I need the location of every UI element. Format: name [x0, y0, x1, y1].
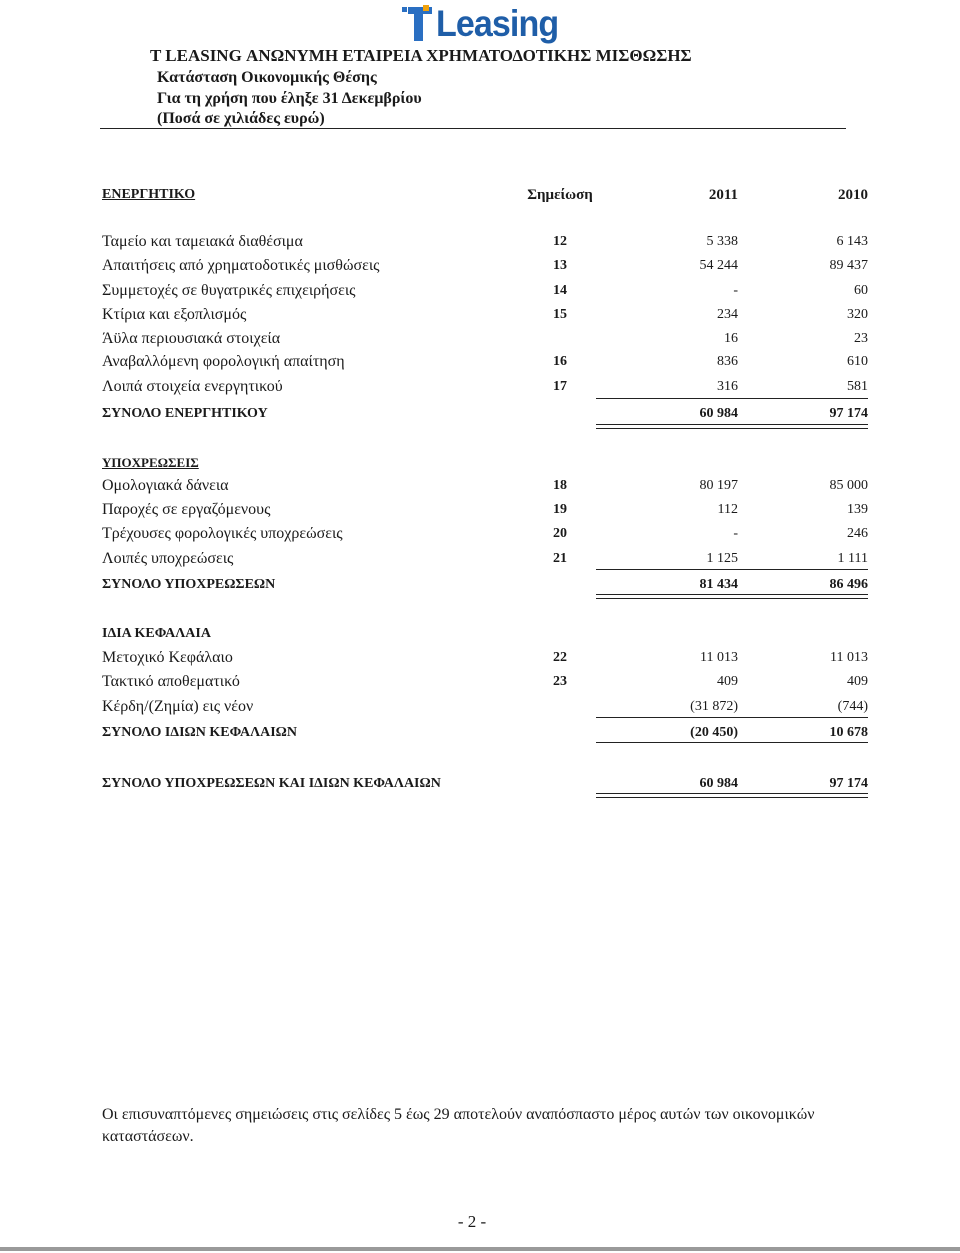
row-note: 21: [553, 551, 567, 566]
row-label: Τακτικό αποθεματικό: [102, 673, 240, 690]
table-row: [0, 231, 960, 253]
equity-title-row: [0, 623, 960, 645]
grand-total-row: [0, 773, 960, 795]
row-value-2011: 112: [717, 502, 738, 517]
row-note: 17: [553, 379, 567, 394]
row-note: 18: [553, 478, 567, 493]
company-logo: [402, 3, 569, 45]
row-value-2010: 320: [847, 307, 868, 322]
liabilities-section-title: ΥΠΟΧΡΕΩΣΕΙΣ: [102, 455, 199, 470]
row-value-2011: -: [733, 283, 738, 298]
row-value-2010: 610: [847, 354, 868, 369]
row-value-2011: 80 197: [699, 478, 738, 493]
row-label: Τρέχουσες φορολογικές υποχρεώσεις: [102, 525, 343, 542]
row-value-2011: 81 434: [699, 577, 738, 592]
row-value-2010: 11 013: [830, 650, 868, 665]
liabilities-title-row: [0, 452, 960, 474]
row-label: ΣΥΝΟΛΟ ΙΔΙΩΝ ΚΕΦΑΛΑΙΩΝ: [102, 725, 297, 740]
row-label: ΣΥΝΟΛΟ ΥΠΟΧΡΕΩΣΕΩΝ ΚΑΙ ΙΔΙΩΝ ΚΕΦΑΛΑΙΩΝ: [102, 776, 441, 791]
subtotal-rule: [596, 398, 868, 399]
row-value-2011: -: [733, 526, 738, 541]
row-label: Λοιπά στοιχεία ενεργητικού: [102, 378, 283, 395]
total-rule: [596, 742, 868, 743]
table-row: [0, 647, 960, 669]
row-value-2010: 1 111: [837, 551, 868, 566]
table-row: [0, 523, 960, 545]
subtotal-rule: [596, 717, 868, 718]
row-value-2010: 246: [847, 526, 868, 541]
row-label: Μετοχικό Κεφάλαιο: [102, 649, 233, 666]
row-value-2011: 316: [717, 379, 738, 394]
row-label: Κτίρια και εξοπλισμός: [102, 306, 247, 323]
row-value-2011: 5 338: [706, 234, 738, 249]
row-value-2011: 836: [717, 354, 738, 369]
row-value-2010: 85 000: [829, 478, 868, 493]
row-value-2010: 89 437: [829, 258, 868, 273]
row-value-2011: 11 013: [700, 650, 738, 665]
row-value-2011: (20 450): [690, 725, 738, 740]
row-value-2010: 409: [847, 674, 868, 689]
row-label: Αναβαλλόμενη φορολογική απαίτηση: [102, 353, 345, 370]
equity-section-title: ΙΔΙΑ ΚΕΦΑΛΑΙΑ: [102, 626, 211, 641]
table-row: [0, 255, 960, 277]
page-number: - 2 -: [457, 1212, 487, 1231]
assets-section-title: ΕΝΕΡΓΗΤΙΚΟ: [102, 187, 196, 202]
row-value-2011: (31 872): [690, 699, 738, 714]
total-double-rule: [596, 424, 868, 429]
year-2010-header: 2010: [838, 187, 868, 203]
row-note: 14: [553, 283, 567, 298]
column-header-row: [0, 184, 960, 206]
row-value-2010: 6 143: [836, 234, 868, 249]
table-row: [0, 351, 960, 373]
row-value-2010: 10 678: [829, 725, 868, 740]
table-row: [0, 671, 960, 693]
row-value-2010: 97 174: [829, 406, 868, 421]
note-column-header: Σημείωση: [527, 187, 593, 203]
t-logo-icon: [402, 3, 432, 43]
assets-total-row: [0, 403, 960, 425]
equity-total-row: [0, 722, 960, 744]
row-note: 12: [553, 234, 567, 249]
table-row: [0, 304, 960, 326]
bottom-border: [0, 1247, 960, 1251]
subtotal-rule: [596, 569, 868, 570]
row-value-2010: 86 496: [829, 577, 868, 592]
row-label: Ταμείο και ταμειακά διαθέσιμα: [102, 233, 303, 250]
row-label: ΣΥΝΟΛΟ ΕΝΕΡΓΗΤΙΚΟΥ: [102, 406, 268, 421]
total-double-rule: [596, 793, 868, 798]
table-row: [0, 696, 960, 718]
table-row: [0, 499, 960, 521]
row-note: 22: [553, 650, 567, 665]
row-label: Λοιπές υποχρεώσεις: [102, 550, 234, 567]
row-value-2011: 54 244: [699, 258, 738, 273]
row-label: Κέρδη/(Ζημία) εις νέον: [102, 698, 254, 715]
row-value-2011: 16: [724, 331, 738, 346]
row-value-2011: 60 984: [699, 406, 738, 421]
table-row: [0, 328, 960, 350]
table-row: [0, 475, 960, 497]
row-note: 16: [553, 354, 567, 369]
statement-period: Για τη χρήση που έληξε 31 Δεκεμβρίου: [157, 90, 422, 107]
liabilities-total-row: [0, 574, 960, 596]
company-name: T LEASING ΑΝΩΝΥΜΗ ΕΤΑΙΡΕΙΑ ΧΡΗΜΑΤΟΔΟΤΙΚΗΣ ΜΙΣΘΩΣΗΣ: [150, 46, 692, 65]
row-value-2011: 1 125: [706, 551, 738, 566]
row-label: ΣΥΝΟΛΟ ΥΠΟΧΡΕΩΣΕΩΝ: [102, 577, 276, 592]
total-double-rule: [596, 594, 868, 599]
footnote: Οι επισυναπτόμενες σημειώσεις στις σελίδες 5 έως 29 αποτελούν αναπόσπαστο μέρος αυτών των οικονομικών καταστάσεων.: [102, 1106, 815, 1145]
row-label: Άϋλα περιουσιακά στοιχεία: [102, 330, 281, 347]
row-label: Παροχές σε εργαζόμενους: [102, 501, 271, 518]
row-value-2010: (744): [837, 699, 868, 714]
row-label: Συμμετοχές σε θυγατρικές επιχειρήσεις: [102, 282, 356, 299]
row-value-2010: 60: [854, 283, 868, 298]
row-value-2011: 409: [717, 674, 738, 689]
header-divider: [100, 128, 846, 129]
row-note: 13: [553, 258, 567, 273]
row-note: 20: [553, 526, 567, 541]
row-note: 15: [553, 307, 567, 322]
row-label: Απαιτήσεις από χρηματοδοτικές μισθώσεις: [102, 257, 380, 274]
table-row: [0, 280, 960, 302]
statement-title: Κατάσταση Οικονομικής Θέσης: [157, 69, 377, 86]
year-2011-header: 2011: [708, 187, 738, 203]
row-note: 23: [553, 674, 567, 689]
row-value-2010: 581: [847, 379, 868, 394]
statement-units: (Ποσά σε χιλιάδες ευρώ): [157, 110, 325, 127]
row-value-2011: 234: [717, 307, 738, 322]
table-row: [0, 376, 960, 398]
row-value-2010: 97 174: [829, 776, 868, 791]
logo-wordmark: Leasing: [436, 3, 559, 44]
row-value-2011: 60 984: [699, 776, 738, 791]
row-value-2010: 139: [847, 502, 868, 517]
row-value-2010: 23: [854, 331, 868, 346]
row-note: 19: [553, 502, 567, 517]
table-row: [0, 548, 960, 570]
row-label: Ομολογιακά δάνεια: [102, 477, 229, 494]
